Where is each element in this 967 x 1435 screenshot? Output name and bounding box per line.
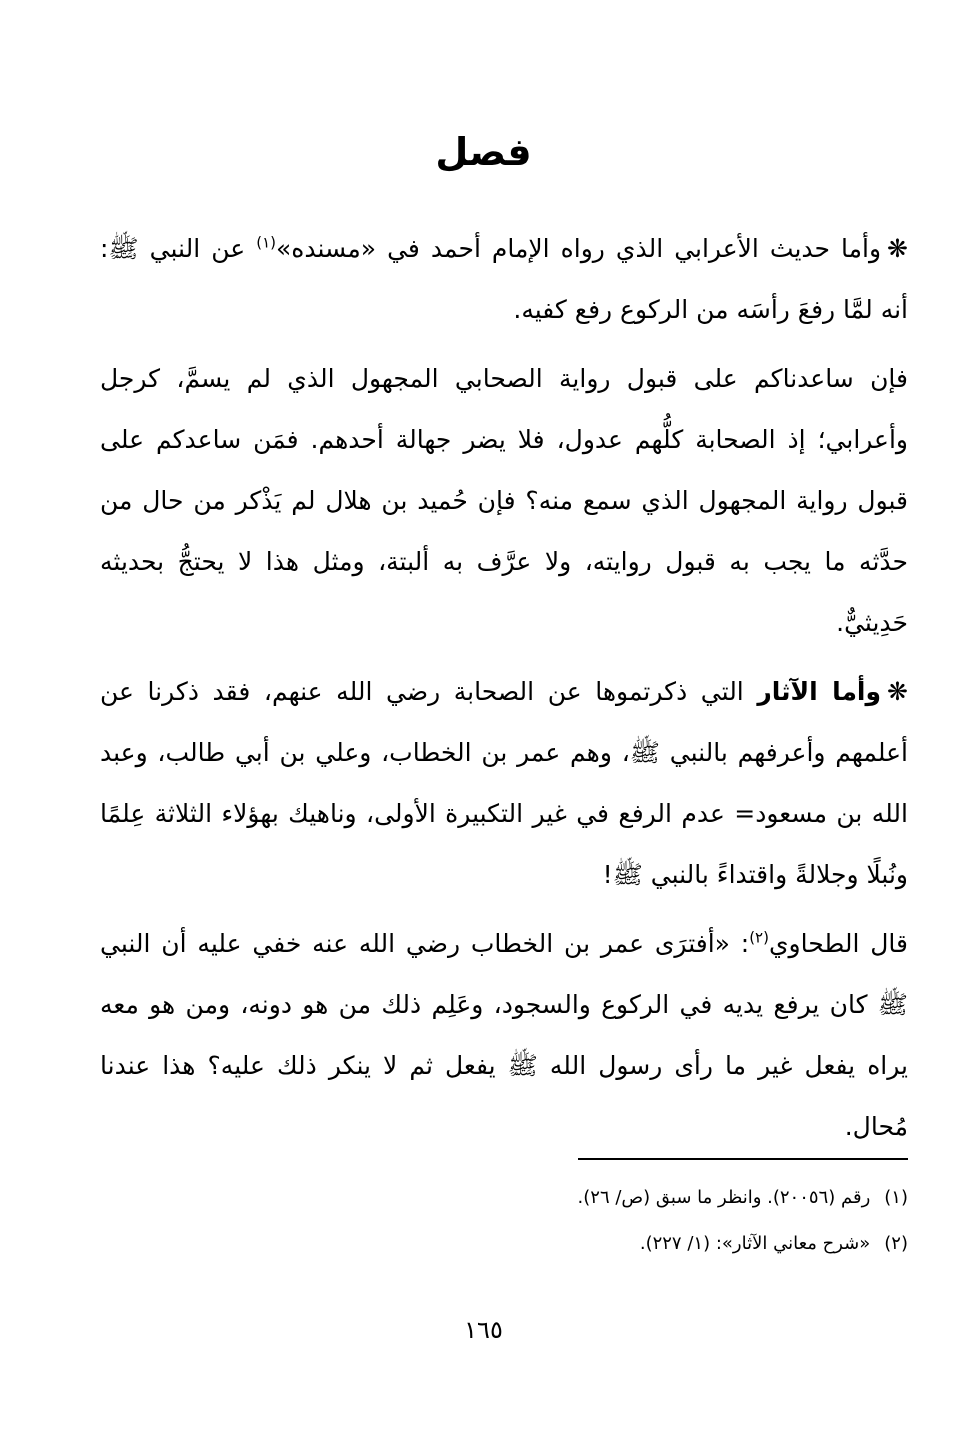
footnote-1: [100, 1175, 908, 1221]
footnote-2-number: (٢): [884, 1233, 908, 1254]
paragraph-4-text-cont: : «أفترَى عمر بن الخطاب رضي الله عنه خفي عليه أن النبي ﷺ كان يرفع يديه في الركوع والسجود، وعَلِم ذلك من هو دونه، ومن هو معه يراه يفعل غير ما رأى رسول الله ﷺ يفعل ثم لا ينكر ذلك عليه؟ هذا عندنا مُحال.: [100, 929, 908, 1141]
asterism-icon: ❋: [887, 234, 908, 263]
paragraph-3-text: التي ذكرتموها عن الصحابة رضي الله عنهم، فقد ذكرنا عن أعلمهم وأعرفهم بالنبي ﷺ، وهم عمر بن الخطاب، وعلي بن أبي طالب، وعبد الله بن مسعود= عدم الرفع في غير التكبيرة الأولى، وناهيك بهؤلاء الثلاثة عِلمًا ونُبلًا وجلالةً واقتداءً بالنبي ﷺ!: [100, 677, 908, 889]
paragraph-1-text-cont: عن النبي ﷺ: أنه لمَّا رفعَ رأسَه من الركوع رفع كفيه.: [100, 234, 908, 324]
paragraph-1-text: وأما حديث الأعرابي الذي رواه الإمام أحمد في «مسنده»: [275, 234, 882, 263]
asterism-icon: ❋: [887, 677, 908, 706]
footnote-1-text: رقم (٢٠٠٥٦). وانظر ما سبق (ص/ ٢٦).: [577, 1187, 871, 1208]
paragraph-1: [100, 218, 908, 340]
paragraph-3-lead: وأما الآثار: [757, 677, 882, 706]
main-text: [100, 218, 908, 1165]
paragraph-3: [100, 661, 908, 905]
footnote-divider: [578, 1158, 908, 1160]
paragraph-2: [100, 348, 908, 653]
footnotes: [100, 1175, 908, 1267]
footnote-1-number: (١): [884, 1187, 908, 1208]
footnote-ref-2[interactable]: (٢): [749, 928, 769, 947]
footnote-2-text: «شرح معاني الآثار»: (١/ ٢٢٧).: [639, 1233, 871, 1254]
paragraph-4-text: قال الطحاوي: [768, 929, 908, 958]
footnote-ref-1[interactable]: (١): [256, 233, 276, 252]
paragraph-4: [100, 913, 908, 1157]
page-number: ١٦٥: [464, 1316, 503, 1344]
paragraph-2-text: فإن ساعدناكم على قبول رواية الصحابي المجهول الذي لم يسمَّ، كرجل وأعرابي؛ إذ الصحابة كلُّهم عدول، فلا يضر جهالة أحدهم. فمَن ساعدكم على قبول رواية المجهول الذي سمع منه؟ فإن حُميد بن هلال لم يَذْكر من حال من حدَّثه ما يجب به قبول روايته، ولا عرَّف به ألبتة، ومثل هذا لا يحتجُّ بحديثه حَدِيثيٌّ.: [100, 364, 908, 637]
footnote-2: [100, 1221, 908, 1267]
section-title: فصل: [435, 130, 532, 174]
